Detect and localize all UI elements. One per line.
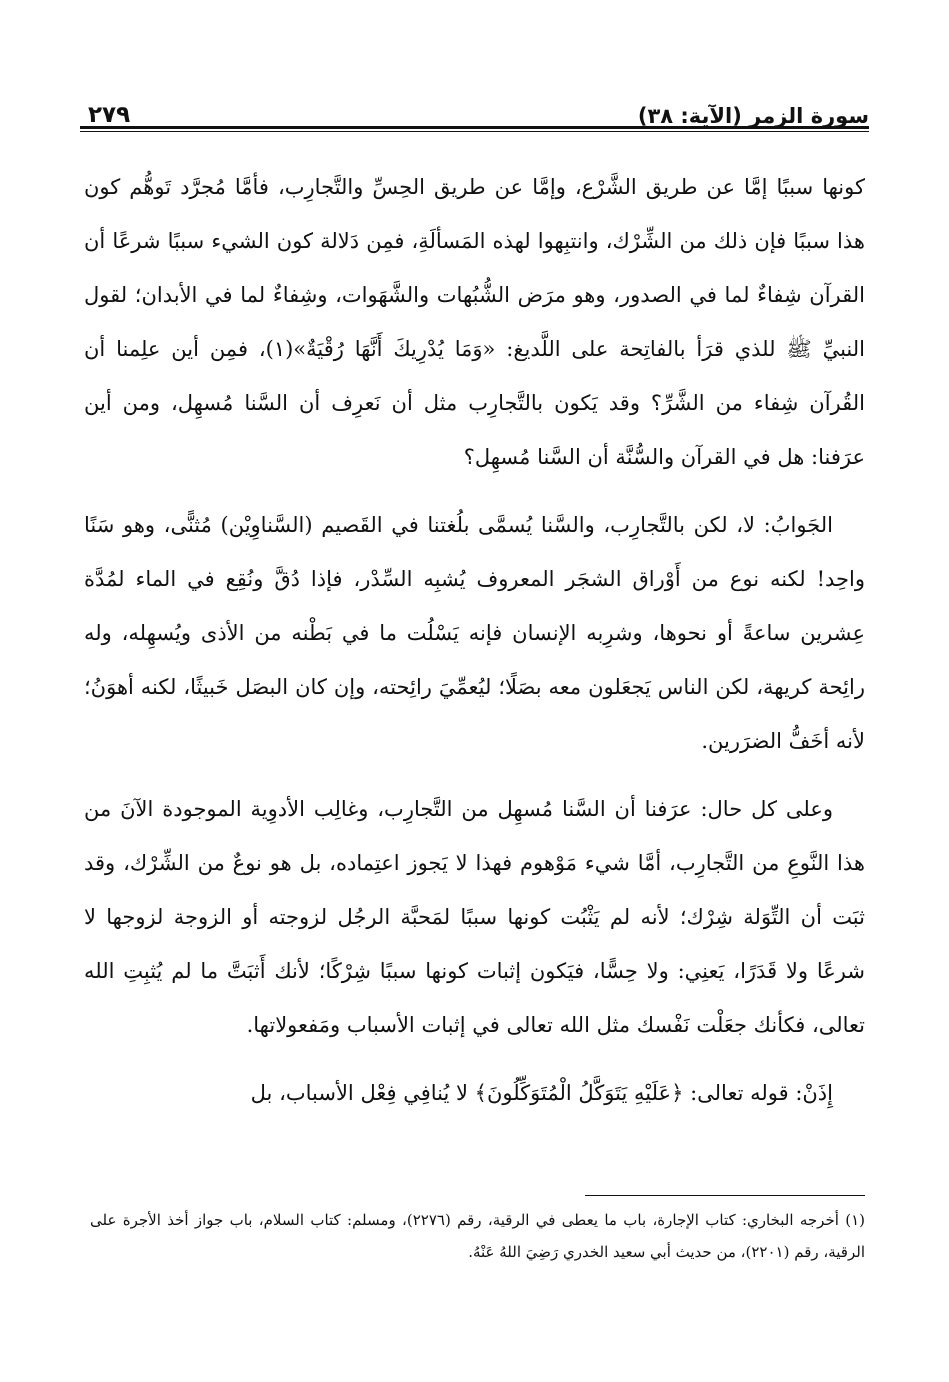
header-rule-thin	[80, 131, 869, 132]
paragraph-text: وعلى كل حال: عرَفنا أن السَّنا مُسهِل من التَّجارِب، وغالِب الأدوِية الموجودة الآنَ من هذا النَّوعِ من التَّجارِب، أمَّا شيء مَوْهوم فهذا لا يَجوز اعتِماده، بل هو نوعٌ من الشِّرْك، وقد ثبَت أن التِّوَلة شِرْك؛ لأنه لم يَثْبُت كونها سببًا لمَحبَّة الرجُل لزوجته أو الزوجة لزوجها لا شرعًا ولا قَدَرًا، يَعنِي: ولا حِسًّا، فيَكون إثبات كونها سببًا شِرْكًا؛ لأنك أَثبَتَّ ما لم يُثبِتِ الله تعالى، فكأنك جعَلْت نَفْسك مثل الله تعالى في إثبات الأسباب ومَفعولاتها.	[84, 797, 865, 1037]
running-title: سورة الزمر (الآية: ٣٨)	[637, 104, 869, 128]
paragraph	[84, 782, 865, 1052]
page-header	[88, 92, 869, 128]
header-rule	[80, 126, 869, 129]
paragraph: كونها سببًا إمَّا عن طريق الشَّرْع، وإمَّا عن طريق الحِسِّ والتَّجارِب، فأمَّا مُجرَّد تَوهُّم كون هذا سببًا فإن ذلك من الشِّرْك، وانتبِهوا لهذه المَسألَةِ، فمِن دَلالة كون الشيء سببًا شرعًا أن القرآن شِفاءٌ لما في الصدور، وهو مرَض الشُّبُهات والشَّهَوات، وشِفاءٌ لما في الأبدان؛ لقول النبيِّ ﷺ للذي قرَأ بالفاتِحة على اللَّديغ: «وَمَا يُدْرِيكَ أَنَّهَا رُقْيَةٌ»(١)، فمِن أين علِمنا أن القُرآن شِفاء من الشَّرِّ؟ وقد يَكون بالتَّجارِب مثل أن نَعرِف أن السَّنا مُسهِل، ومن أين عرَفنا: هل في القرآن والسُّنَّة أن السَّنا مُسهِل؟	[84, 175, 865, 469]
page-number: ٢٧٩	[88, 102, 131, 128]
paragraph	[84, 1066, 865, 1120]
paragraph-text: الجَوابُ: لا، لكن بالتَّجارِب، والسَّنا يُسمَّى بلُغتنا في القَصيم (السَّناوِيْن) مُثنًّى، وهو سَنًا واحِد! لكنه نوع من أَوْراق الشجَر المعروف يُشبِه السِّدْر، فإذا دُقَّ ونُقِع في الماء لمُدَّة عِشرين ساعةً أو نحوها، وشرِبه الإنسان فإنه يَسْلُت ما في بَطْنه من الأذى ويُسهِله، وله رائِحة كريهة، لكن الناس يَجعَلون معه بصَلًا؛ ليُعمِّيَ رائِحته، وإن كان البصَل خَبيثًا، لكنه أهوَنُ؛ لأنه أخَفُّ الضرَرين.	[84, 513, 865, 753]
body-text	[84, 160, 865, 1120]
paragraph	[84, 498, 865, 768]
paragraph-text: إِذَنْ: قوله تعالى: ﴿عَلَيْهِ يَتَوَكَّلُ الْمُتَوَكِّلُونَ﴾ لا يُنافِي فِعْل الأسباب، بل	[250, 1081, 833, 1105]
footnotes	[90, 1204, 865, 1268]
footnote-separator	[585, 1195, 865, 1196]
footnote: (١) أخرجه البخاري: كتاب الإجارة، باب ما يعطى في الرقية، رقم (٢٢٧٦)، ومسلم: كتاب السلام، باب جواز أخذ الأجرة على الرقية، رقم (٢٢٠١)، من حديث أبي سعيد الخدري رَضِيَ اللهُ عَنْهُ.	[90, 1211, 866, 1261]
